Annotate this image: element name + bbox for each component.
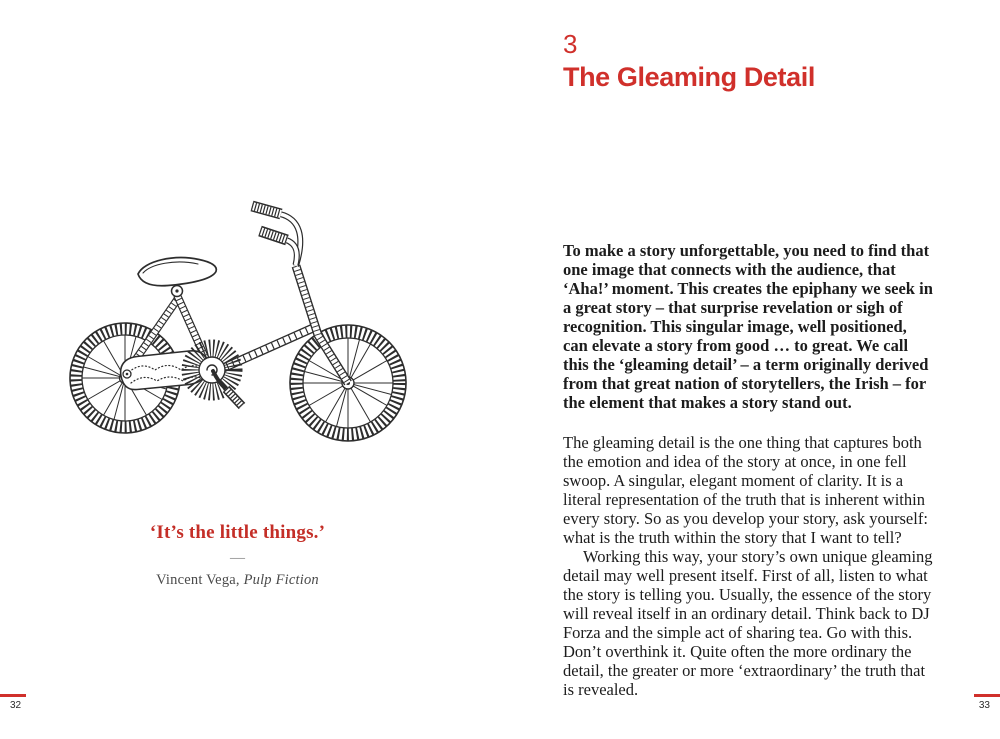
quote-divider: — bbox=[230, 550, 245, 566]
left-folio-rule bbox=[0, 694, 26, 697]
body-copy bbox=[563, 241, 933, 699]
right-folio-rule bbox=[974, 694, 1000, 697]
left-page-number: 32 bbox=[10, 700, 22, 711]
handlebar-grip-right bbox=[260, 231, 287, 240]
pull-quote: ‘It’s the little things.’ bbox=[149, 522, 326, 543]
chapter-number: 3 bbox=[563, 29, 578, 59]
attribution-work-title: Pulp Fiction bbox=[243, 572, 319, 588]
quote-attribution bbox=[60, 572, 415, 589]
right-page-column bbox=[563, 28, 933, 699]
pull-quote-block bbox=[60, 522, 415, 589]
handlebar-grip-left bbox=[252, 206, 281, 214]
paragraph-2: The gleaming detail is the one thing that captures both the emotion and idea of the story at once, in one fell swoop. A singular, elegant moment of clarity. It is a literal representation of the truth that is inherent within every story. So as you develop your story, ask yourself: what is the truth within the story that I want to tell? bbox=[563, 432, 928, 547]
saddle bbox=[138, 258, 216, 297]
right-page-number: 33 bbox=[978, 700, 990, 711]
handlebar bbox=[252, 206, 300, 266]
chapter-title: The Gleaming Detail bbox=[563, 61, 815, 92]
bicycle-illustration bbox=[55, 185, 425, 465]
attribution-name: Vincent Vega, bbox=[156, 572, 244, 588]
lead-paragraph: To make a story unforgettable, you need to find that one image that connects with the audience, that ‘Aha!’ moment. This creates the epiphany we seek in a great story – that surprise revelation or sigh of recognition. This singular image, well positioned, can elevate a story from good … to great. We call this the ‘gleaming detail’ – a term originally derived from that great nation of storytellers, the Irish – for the element that makes a story stand out. bbox=[563, 240, 933, 412]
paragraph-3: Working this way, your story’s own unique gleaming detail may well present itself. First of all, listen to what the story is telling you. Usually, the essence of the story will reveal itself in an ordinary detail. Think back to DJ Forza and the simple act of sharing tea. Go with this. Don’t overthink it. Quite often the more ordinary the detail, the greater or more ‘extraordinary’ the truth that is revealed. bbox=[563, 546, 933, 699]
